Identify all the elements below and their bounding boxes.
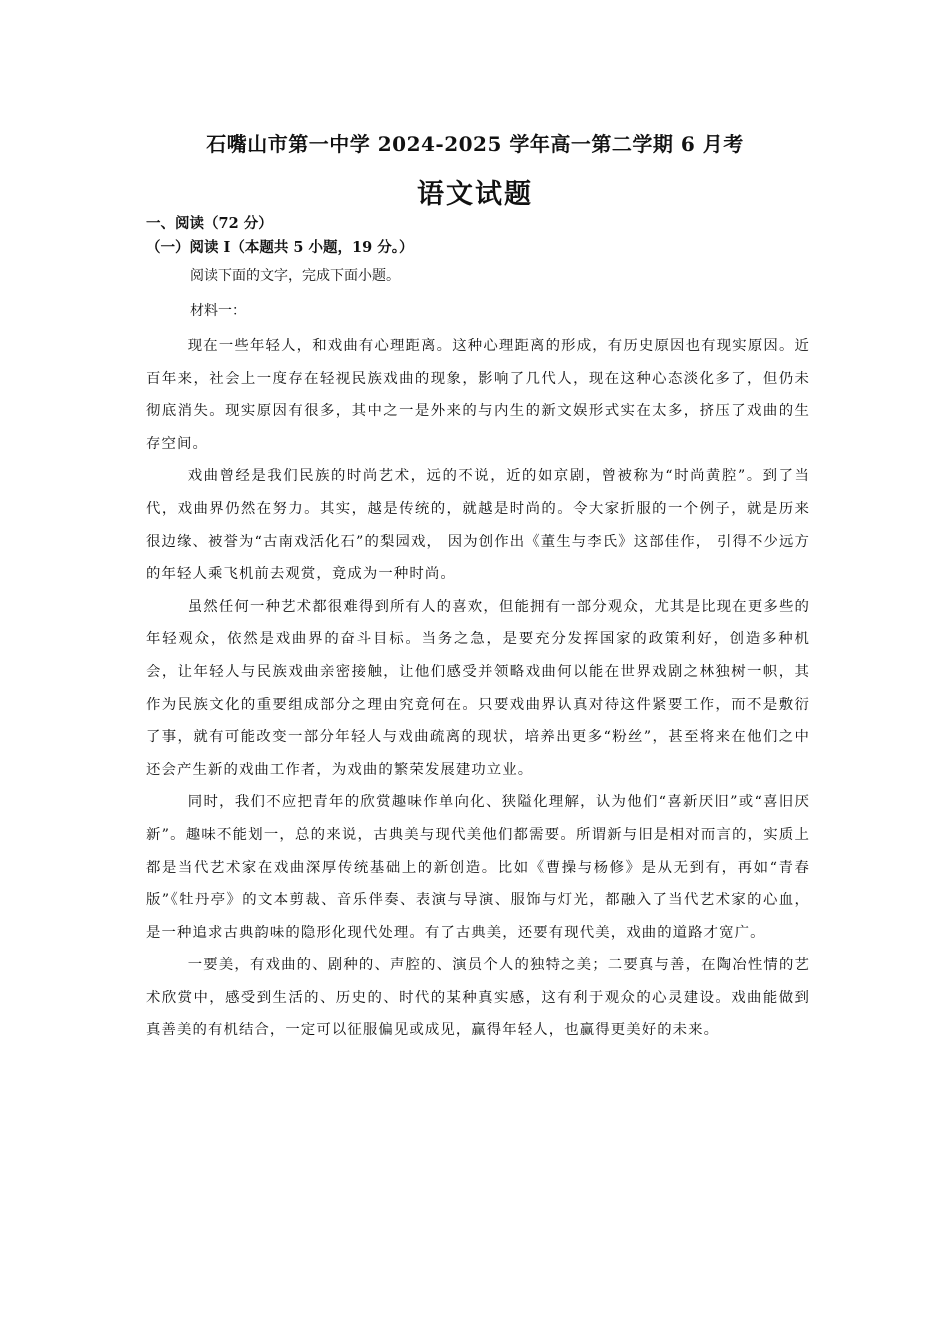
paragraph: 戏曲曾经是我们民族的时尚艺术，远的不说，近的如京剧，曾被称为“时尚黄腔”。到了当代，戏曲界仍然在努力。其实，越是传统的，就越是时尚的。令大家折服的一个例子，就是历来很边缘、被誉为“古南戏活化石”的梨园戏， 因为创作出《董生与李氏》这部佳作， 引得不少远方的年轻人乘飞机前去观赏，竟成为一种时尚。 [146, 468, 810, 583]
section-heading: 一、阅读（72 分） [146, 215, 273, 232]
paragraph: 同时，我们不应把青年的欣赏趣味作单向化、狭隘化理解，认为他们“喜新厌旧”或“喜旧厌新”。趣味不能划一，总的来说，古典美与现代美他们都需要。所谓新与旧是相对而言的，实质上都是当代艺术家在戏曲深厚传统基础上的新创造。比如《曹操与杨修》是从无到有，再如“青春版”《牡丹亭》的文本剪裁、音乐伴奏、表演与导演、服饰与灯光，都融入了当代艺术家的心血，是一种追求古典韵味的隐形化现代处理。有了古典美，还要有现代美，戏曲的道路才宽广。 [146, 794, 810, 941]
exam-subject-title: 语文试题 [417, 179, 533, 210]
paragraph: 虽然任何一种艺术都很难得到所有人的喜欢，但能拥有一部分观众，尤其是比现在更多些的年轻观众，依然是戏曲界的奋斗目标。当务之急，是要充分发挥国家的政策利好，创造多种机会，让年轻人与民族戏曲亲密接触，让他们感受并领略戏曲何以能在世界戏剧之林独树一帜，其作为民族文化的重要组成部分之理由究竟何在。只要戏曲界认真对待这件紧要工作，而不是敷衍了事，就有可能改变一部分年轻人与戏曲疏离的现状，培养出更多“粉丝”，甚至将来在他们之中还会产生新的戏曲工作者，为戏曲的繁荣发展建功立业。 [146, 598, 810, 778]
material-label: 材料一： [190, 303, 246, 319]
reading-instruction: 阅读下面的文字，完成下面小题。 [190, 268, 400, 284]
exam-title: 石嘴山市第一中学 2024-2025 学年高一第二学期 6 月考 [206, 132, 744, 156]
paragraph: 现在一些年轻人，和戏曲有心理距离。这种心理距离的形成，有历史原因也有现实原因。近百年来，社会上一度存在轻视民族戏曲的现象，影响了几代人，现在这种心态淡化多了，但仍未彻底消失。现实原因有很多，其中之一是外来的与内生的新文娱形式实在太多，挤压了戏曲的生存空间。 [146, 338, 810, 452]
subsection-heading: （一）阅读 I（本题共 5 小题，19 分。） [146, 239, 414, 256]
material-body [146, 330, 810, 1047]
paragraph: 一要美，有戏曲的、剧种的、声腔的、演员个人的独特之美；二要真与善，在陶冶性情的艺术欣赏中，感受到生活的、历史的、时代的某种真实感，这有利于观众的心灵建设。戏曲能做到真善美的有机结合，一定可以征服偏见或成见，赢得年轻人，也赢得更美好的未来。 [146, 957, 810, 1039]
